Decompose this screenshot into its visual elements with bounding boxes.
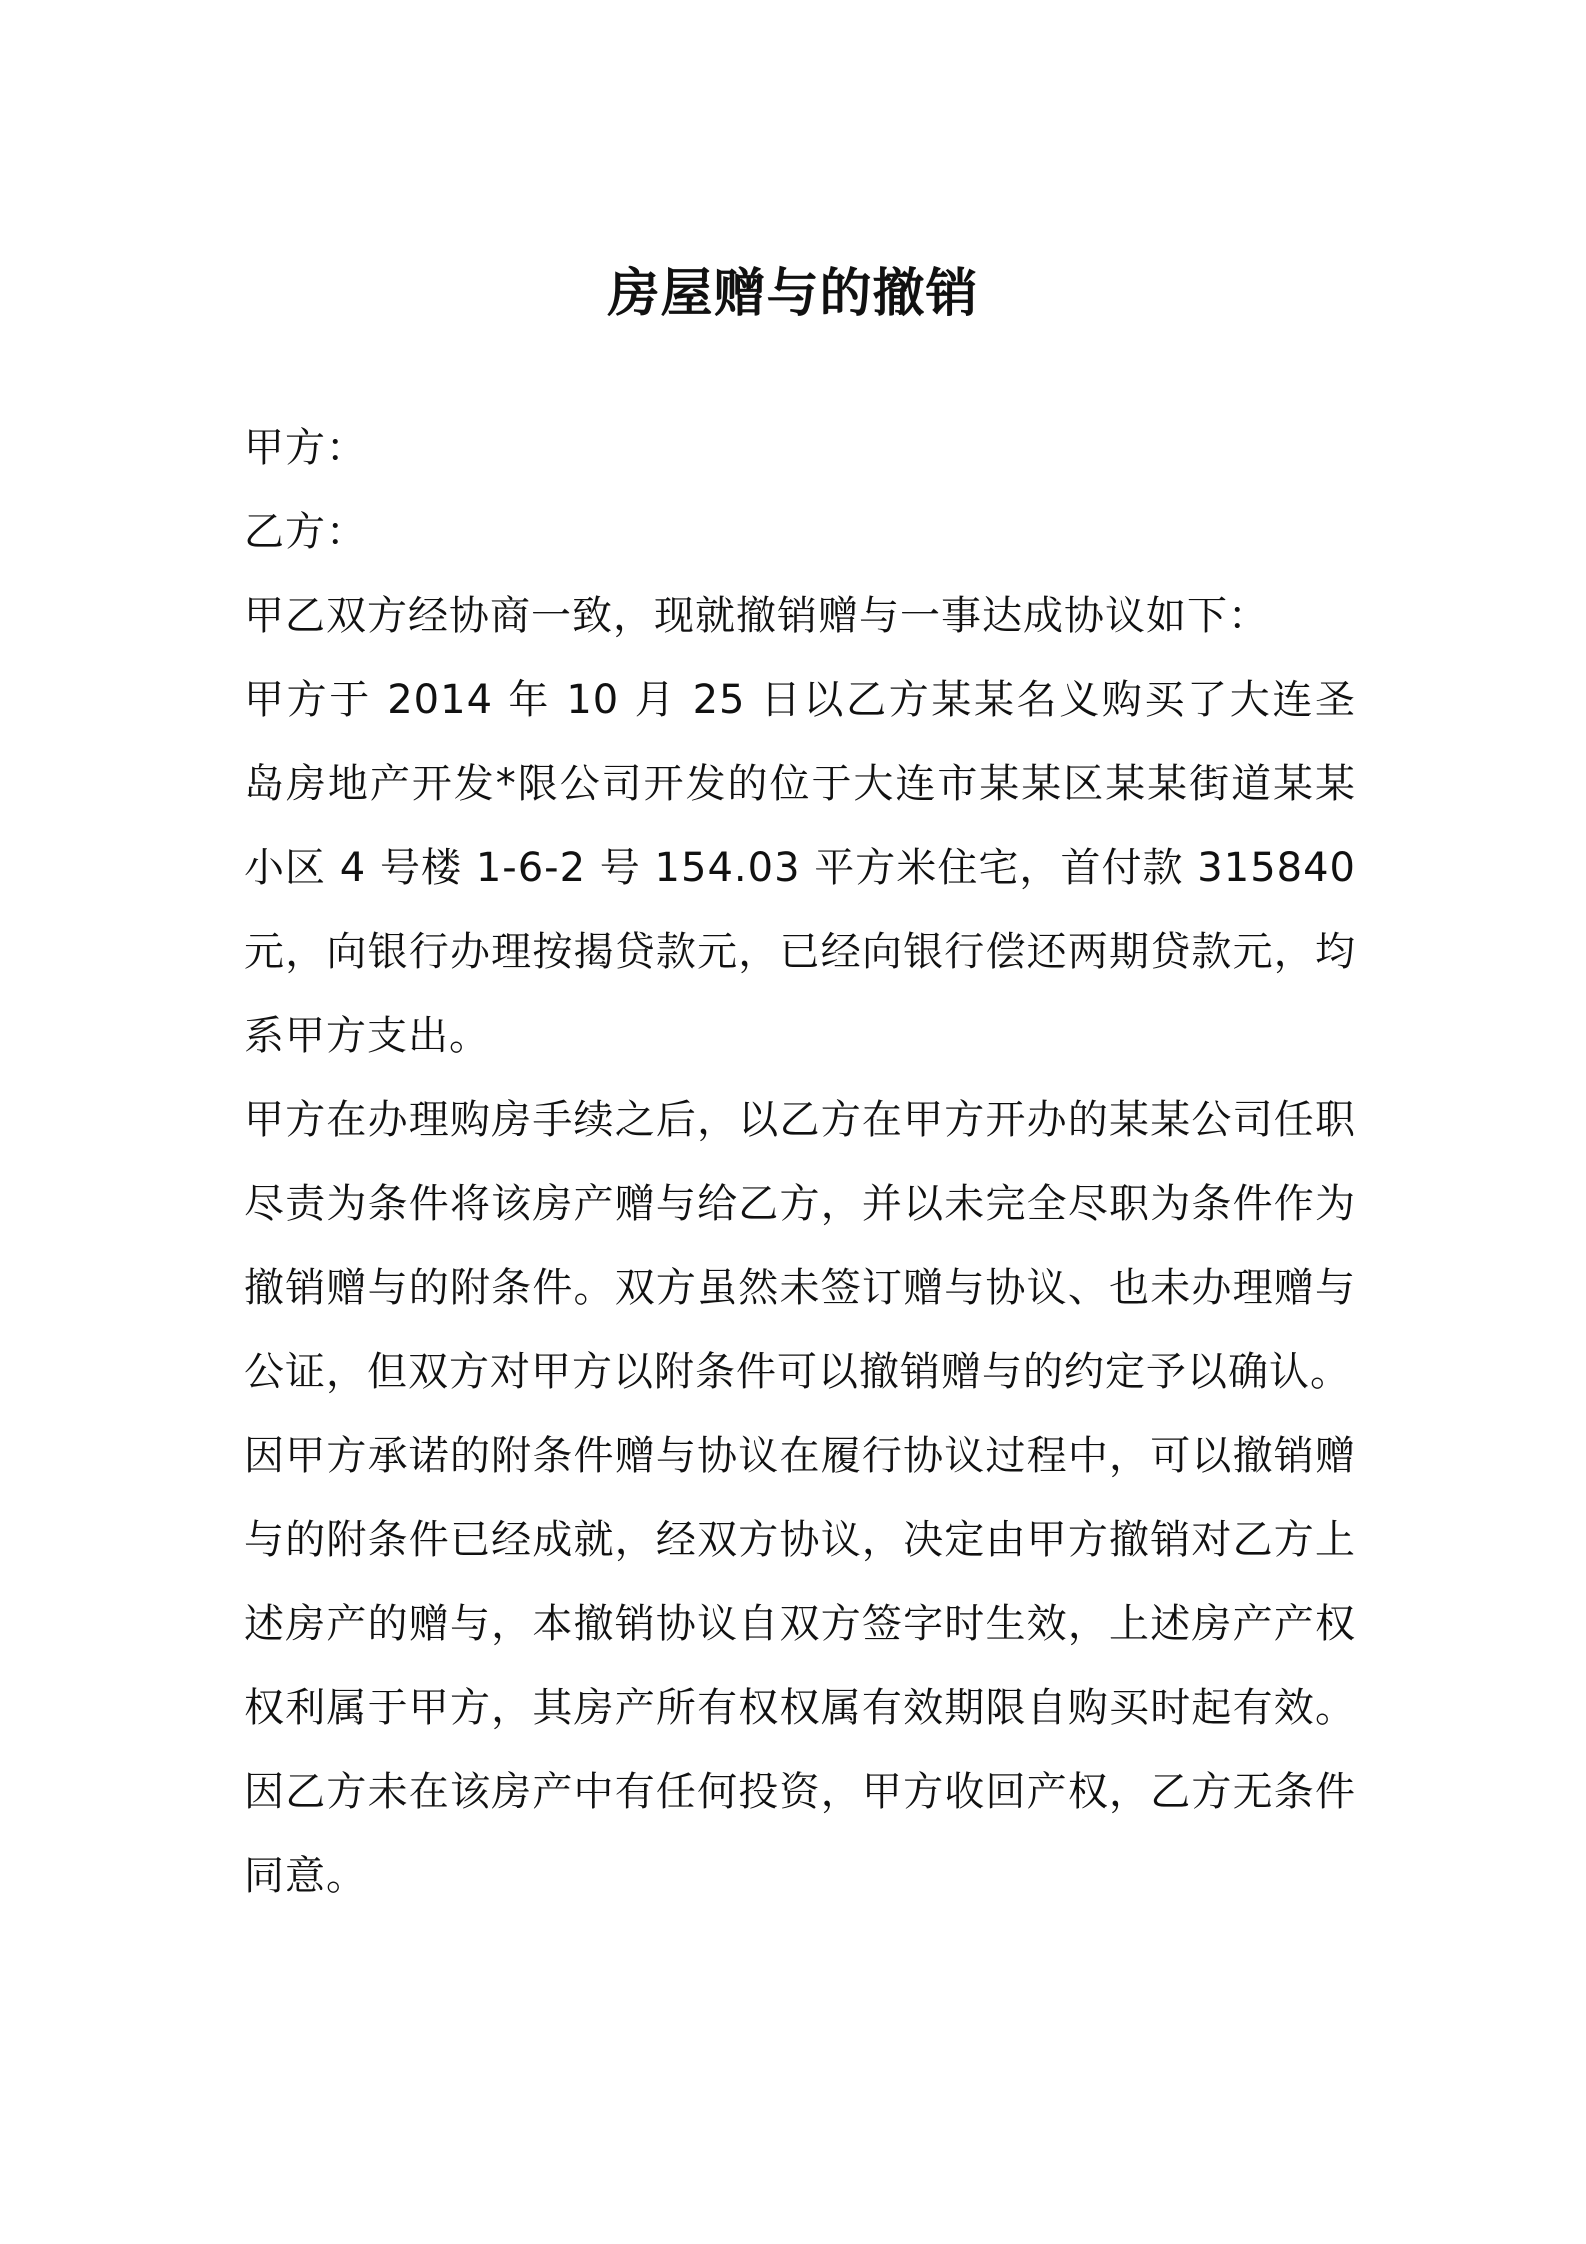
party-b-label: 乙方：: [244, 509, 367, 555]
paragraph-intro: 甲乙双方经协商一致，现就撤销赠与一事达成协议如下：: [244, 593, 1269, 639]
document-body: [244, 406, 1356, 1918]
paragraph-purchase: 甲方于 2014 年 10 月 25 日以乙方某某名义购买了大连圣岛房地产开发*限公司开发的位于大连市某某区某某街道某某小区 4 号楼 1-6-2 号 154.03 平方米住宅，首付款 315840 元，向银行办理按揭贷款元，已经向银行偿还两期贷款元，均系甲方支出。: [244, 677, 1356, 1059]
party-a-label: 甲方：: [244, 425, 367, 471]
paragraph-revocation: 因甲方承诺的附条件赠与协议在履行协议过程中，可以撤销赠与的附条件已经成就，经双方协议，决定由甲方撤销对乙方上述房产的赠与，本撤销协议自双方签字时生效，上述房产产权权利属于甲方，其房产所有权权属有效期限自购买时起有效。因乙方未在该房产中有任何投资，甲方收回产权，乙方无条件同意。: [244, 1433, 1356, 1899]
document-title: 房屋赠与的撤销: [607, 264, 979, 324]
paragraph-gift-condition: 甲方在办理购房手续之后，以乙方在甲方开办的某某公司任职尽责为条件将该房产赠与给乙方，并以未完全尽职为条件作为撤销赠与的附条件。双方虽然未签订赠与协议、也未办理赠与公证，但双方对甲方以附条件可以撤销赠与的约定予以确认。: [244, 1097, 1356, 1395]
